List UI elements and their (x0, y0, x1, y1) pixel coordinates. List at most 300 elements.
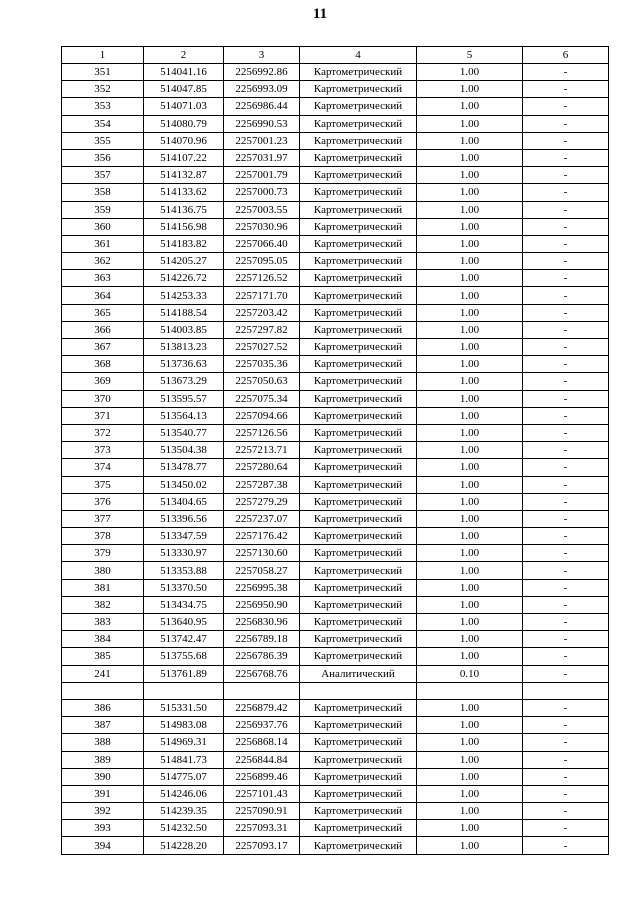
description-cell: - (523, 98, 609, 115)
method-cell: Картометрический (300, 390, 417, 407)
method-cell: Картометрический (300, 218, 417, 235)
x-coordinate-cell: 514003.85 (144, 321, 224, 338)
description-cell: - (523, 717, 609, 734)
table-row (62, 115, 609, 132)
description-cell: - (523, 596, 609, 613)
table-row (62, 184, 609, 201)
x-coordinate-cell: 513396.56 (144, 510, 224, 527)
x-coordinate-cell: 513673.29 (144, 373, 224, 390)
method-cell: Картометрический (300, 407, 417, 424)
table-row (62, 562, 609, 579)
method-cell: Картометрический (300, 98, 417, 115)
table-row (62, 751, 609, 768)
header-row (62, 47, 609, 64)
x-coordinate-cell: 514188.54 (144, 304, 224, 321)
table-row (62, 253, 609, 270)
table-row (62, 390, 609, 407)
table-row (62, 167, 609, 184)
method-cell: Картометрический (300, 785, 417, 802)
y-coordinate-cell: 2257001.79 (224, 167, 300, 184)
table-row (62, 321, 609, 338)
x-coordinate-cell: 513404.65 (144, 493, 224, 510)
point-number-cell: 355 (62, 132, 144, 149)
description-cell: - (523, 167, 609, 184)
x-coordinate-cell: 513450.02 (144, 476, 224, 493)
accuracy-cell: 1.00 (417, 149, 523, 166)
point-number-cell: 389 (62, 751, 144, 768)
table-row (62, 459, 609, 476)
x-coordinate-cell: 514107.22 (144, 149, 224, 166)
description-cell: - (523, 356, 609, 373)
x-coordinate-cell: 514136.75 (144, 201, 224, 218)
y-coordinate-cell: 2257001.23 (224, 132, 300, 149)
method-cell: Картометрический (300, 734, 417, 751)
accuracy-cell: 1.00 (417, 321, 523, 338)
description-cell: - (523, 287, 609, 304)
y-coordinate-cell: 2257203.42 (224, 304, 300, 321)
method-cell: Картометрический (300, 321, 417, 338)
y-coordinate-cell: 2256937.76 (224, 717, 300, 734)
y-coordinate-cell: 2256768.76 (224, 665, 300, 682)
table-row (62, 596, 609, 613)
point-number-cell: 381 (62, 579, 144, 596)
y-coordinate-cell: 2256789.18 (224, 631, 300, 648)
method-cell: Картометрический (300, 493, 417, 510)
x-coordinate-cell: 513353.88 (144, 562, 224, 579)
description-cell: - (523, 424, 609, 441)
x-coordinate-cell: 514071.03 (144, 98, 224, 115)
method-cell: Картометрический (300, 596, 417, 613)
description-cell: - (523, 373, 609, 390)
accuracy-cell: 1.00 (417, 768, 523, 785)
x-coordinate-cell: 514228.20 (144, 837, 224, 854)
table-row (62, 493, 609, 510)
accuracy-cell: 1.00 (417, 717, 523, 734)
x-coordinate-cell: 514775.07 (144, 768, 224, 785)
y-coordinate-cell: 2257027.52 (224, 339, 300, 356)
y-coordinate-cell: 2257101.43 (224, 785, 300, 802)
accuracy-cell: 1.00 (417, 235, 523, 252)
description-cell: - (523, 665, 609, 682)
table-row (62, 768, 609, 785)
accuracy-cell (417, 682, 523, 699)
method-cell: Аналитический (300, 665, 417, 682)
description-cell: - (523, 253, 609, 270)
description-cell: - (523, 235, 609, 252)
point-number-cell: 351 (62, 64, 144, 81)
column-header: 6 (523, 47, 609, 64)
table-row (62, 339, 609, 356)
x-coordinate-cell: 514205.27 (144, 253, 224, 270)
method-cell: Картометрический (300, 510, 417, 527)
y-coordinate-cell: 2257035.36 (224, 356, 300, 373)
description-cell: - (523, 545, 609, 562)
x-coordinate-cell: 514239.35 (144, 803, 224, 820)
method-cell: Картометрический (300, 167, 417, 184)
y-coordinate-cell: 2256990.53 (224, 115, 300, 132)
description-cell: - (523, 339, 609, 356)
table-row (62, 132, 609, 149)
point-number-cell: 387 (62, 717, 144, 734)
x-coordinate-cell: 513595.57 (144, 390, 224, 407)
method-cell: Картометрический (300, 149, 417, 166)
accuracy-cell: 1.00 (417, 803, 523, 820)
description-cell: - (523, 562, 609, 579)
table-row (62, 734, 609, 751)
accuracy-cell: 1.00 (417, 356, 523, 373)
description-cell: - (523, 820, 609, 837)
x-coordinate-cell: 513504.38 (144, 442, 224, 459)
description-cell: - (523, 407, 609, 424)
description-cell: - (523, 734, 609, 751)
y-coordinate-cell: 2257030.96 (224, 218, 300, 235)
method-cell: Картометрический (300, 270, 417, 287)
method-cell: Картометрический (300, 253, 417, 270)
point-number-cell: 385 (62, 648, 144, 665)
y-coordinate-cell: 2257213.71 (224, 442, 300, 459)
description-cell: - (523, 837, 609, 854)
table-row (62, 579, 609, 596)
table-row (62, 424, 609, 441)
point-number-cell: 369 (62, 373, 144, 390)
accuracy-cell: 1.00 (417, 648, 523, 665)
point-number-cell: 370 (62, 390, 144, 407)
accuracy-cell: 1.00 (417, 528, 523, 545)
description-cell: - (523, 579, 609, 596)
point-number-cell: 394 (62, 837, 144, 854)
table-row (62, 218, 609, 235)
method-cell: Картометрический (300, 751, 417, 768)
table-row (62, 373, 609, 390)
y-coordinate-cell: 2257093.31 (224, 820, 300, 837)
accuracy-cell: 1.00 (417, 167, 523, 184)
point-number-cell: 374 (62, 459, 144, 476)
y-coordinate-cell: 2256993.09 (224, 81, 300, 98)
y-coordinate-cell: 2257171.70 (224, 287, 300, 304)
column-header: 1 (62, 47, 144, 64)
y-coordinate-cell: 2257287.38 (224, 476, 300, 493)
x-coordinate-cell: 515331.50 (144, 699, 224, 716)
table-row (62, 356, 609, 373)
y-coordinate-cell: 2257126.56 (224, 424, 300, 441)
accuracy-cell: 1.00 (417, 562, 523, 579)
x-coordinate-cell: 513347.59 (144, 528, 224, 545)
accuracy-cell: 1.00 (417, 510, 523, 527)
description-cell: - (523, 510, 609, 527)
y-coordinate-cell: 2257297.82 (224, 321, 300, 338)
table-body (62, 64, 609, 855)
method-cell: Картометрический (300, 356, 417, 373)
page-number: 11 (312, 6, 328, 22)
accuracy-cell: 1.00 (417, 751, 523, 768)
point-number-cell: 367 (62, 339, 144, 356)
description-cell: - (523, 321, 609, 338)
accuracy-cell: 1.00 (417, 218, 523, 235)
table-row (62, 510, 609, 527)
x-coordinate-cell: 514047.85 (144, 81, 224, 98)
accuracy-cell: 1.00 (417, 476, 523, 493)
description-cell: - (523, 631, 609, 648)
y-coordinate-cell: 2257095.05 (224, 253, 300, 270)
accuracy-cell: 1.00 (417, 459, 523, 476)
method-cell: Картометрический (300, 820, 417, 837)
x-coordinate-cell: 513370.50 (144, 579, 224, 596)
y-coordinate-cell: 2257130.60 (224, 545, 300, 562)
accuracy-cell: 1.00 (417, 579, 523, 596)
table-row (62, 442, 609, 459)
x-coordinate-cell: 514969.31 (144, 734, 224, 751)
y-coordinate-cell: 2257050.63 (224, 373, 300, 390)
description-cell (523, 682, 609, 699)
point-number-cell: 352 (62, 81, 144, 98)
point-number-cell: 382 (62, 596, 144, 613)
y-coordinate-cell: 2257176.42 (224, 528, 300, 545)
x-coordinate-cell: 514080.79 (144, 115, 224, 132)
method-cell: Картометрический (300, 699, 417, 716)
method-cell: Картометрический (300, 184, 417, 201)
point-number-cell: 360 (62, 218, 144, 235)
point-number-cell: 371 (62, 407, 144, 424)
y-coordinate-cell: 2256899.46 (224, 768, 300, 785)
accuracy-cell: 1.00 (417, 493, 523, 510)
point-number-cell: 364 (62, 287, 144, 304)
y-coordinate-cell: 2257093.17 (224, 837, 300, 854)
method-cell: Картометрический (300, 115, 417, 132)
x-coordinate-cell: 514232.50 (144, 820, 224, 837)
description-cell: - (523, 201, 609, 218)
point-number-cell: 384 (62, 631, 144, 648)
method-cell: Картометрический (300, 528, 417, 545)
table-row (62, 149, 609, 166)
point-number-cell: 388 (62, 734, 144, 751)
table-row (62, 64, 609, 81)
method-cell: Картометрический (300, 304, 417, 321)
accuracy-cell: 1.00 (417, 184, 523, 201)
y-coordinate-cell: 2256995.38 (224, 579, 300, 596)
point-number-cell: 386 (62, 699, 144, 716)
column-header: 4 (300, 47, 417, 64)
accuracy-cell: 1.00 (417, 115, 523, 132)
description-cell: - (523, 699, 609, 716)
y-coordinate-cell (224, 682, 300, 699)
point-number-cell: 373 (62, 442, 144, 459)
table-row (62, 682, 609, 699)
y-coordinate-cell: 2256830.96 (224, 614, 300, 631)
x-coordinate-cell: 513330.97 (144, 545, 224, 562)
point-number-cell: 380 (62, 562, 144, 579)
method-cell: Картометрический (300, 64, 417, 81)
y-coordinate-cell: 2256786.39 (224, 648, 300, 665)
x-coordinate-cell: 514041.16 (144, 64, 224, 81)
y-coordinate-cell: 2257280.64 (224, 459, 300, 476)
point-number-cell: 383 (62, 614, 144, 631)
description-cell: - (523, 459, 609, 476)
column-header: 2 (144, 47, 224, 64)
x-coordinate-cell: 513742.47 (144, 631, 224, 648)
method-cell: Картометрический (300, 648, 417, 665)
accuracy-cell: 1.00 (417, 287, 523, 304)
x-coordinate-cell: 514253.33 (144, 287, 224, 304)
accuracy-cell: 1.00 (417, 734, 523, 751)
method-cell: Картометрический (300, 562, 417, 579)
point-number-cell: 359 (62, 201, 144, 218)
accuracy-cell: 1.00 (417, 64, 523, 81)
accuracy-cell: 1.00 (417, 373, 523, 390)
y-coordinate-cell: 2257090.91 (224, 803, 300, 820)
method-cell: Картометрический (300, 476, 417, 493)
accuracy-cell: 1.00 (417, 339, 523, 356)
description-cell: - (523, 81, 609, 98)
x-coordinate-cell (144, 682, 224, 699)
method-cell: Картометрический (300, 81, 417, 98)
table-row (62, 837, 609, 854)
method-cell: Картометрический (300, 768, 417, 785)
point-number-cell: 393 (62, 820, 144, 837)
point-number-cell: 368 (62, 356, 144, 373)
table-row (62, 648, 609, 665)
description-cell: - (523, 149, 609, 166)
method-cell: Картометрический (300, 235, 417, 252)
y-coordinate-cell: 2257031.97 (224, 149, 300, 166)
x-coordinate-cell: 514133.62 (144, 184, 224, 201)
y-coordinate-cell: 2257000.73 (224, 184, 300, 201)
accuracy-cell: 1.00 (417, 820, 523, 837)
accuracy-cell: 1.00 (417, 699, 523, 716)
y-coordinate-cell: 2257066.40 (224, 235, 300, 252)
accuracy-cell: 1.00 (417, 442, 523, 459)
method-cell: Картометрический (300, 459, 417, 476)
point-number-cell: 358 (62, 184, 144, 201)
point-number-cell: 377 (62, 510, 144, 527)
point-number-cell: 378 (62, 528, 144, 545)
accuracy-cell: 1.00 (417, 81, 523, 98)
method-cell: Картометрический (300, 132, 417, 149)
accuracy-cell: 1.00 (417, 424, 523, 441)
description-cell: - (523, 184, 609, 201)
description-cell: - (523, 390, 609, 407)
accuracy-cell: 1.00 (417, 132, 523, 149)
description-cell: - (523, 648, 609, 665)
table-row (62, 785, 609, 802)
table-header (62, 47, 609, 64)
x-coordinate-cell: 514132.87 (144, 167, 224, 184)
point-number-cell: 354 (62, 115, 144, 132)
method-cell: Картометрический (300, 373, 417, 390)
method-cell: Картометрический (300, 442, 417, 459)
accuracy-cell: 1.00 (417, 785, 523, 802)
point-number-cell: 392 (62, 803, 144, 820)
column-header: 5 (417, 47, 523, 64)
method-cell: Картометрический (300, 614, 417, 631)
table-row (62, 545, 609, 562)
x-coordinate-cell: 513564.13 (144, 407, 224, 424)
point-number-cell: 365 (62, 304, 144, 321)
x-coordinate-cell: 514183.82 (144, 235, 224, 252)
table-row (62, 235, 609, 252)
x-coordinate-cell: 513640.95 (144, 614, 224, 631)
description-cell: - (523, 218, 609, 235)
x-coordinate-cell: 513736.63 (144, 356, 224, 373)
description-cell: - (523, 442, 609, 459)
description-cell: - (523, 476, 609, 493)
table-row (62, 304, 609, 321)
x-coordinate-cell: 514246.06 (144, 785, 224, 802)
method-cell (300, 682, 417, 699)
point-number-cell: 375 (62, 476, 144, 493)
table-row (62, 717, 609, 734)
x-coordinate-cell: 513434.75 (144, 596, 224, 613)
accuracy-cell: 1.00 (417, 407, 523, 424)
point-number-cell: 361 (62, 235, 144, 252)
point-number-cell: 356 (62, 149, 144, 166)
x-coordinate-cell: 514841.73 (144, 751, 224, 768)
x-coordinate-cell: 513761.89 (144, 665, 224, 682)
method-cell: Картометрический (300, 837, 417, 854)
y-coordinate-cell: 2257279.29 (224, 493, 300, 510)
point-number-cell: 372 (62, 424, 144, 441)
accuracy-cell: 1.00 (417, 614, 523, 631)
y-coordinate-cell: 2256986.44 (224, 98, 300, 115)
table-row (62, 699, 609, 716)
point-number-cell: 376 (62, 493, 144, 510)
x-coordinate-cell: 513755.68 (144, 648, 224, 665)
description-cell: - (523, 270, 609, 287)
accuracy-cell: 0.10 (417, 665, 523, 682)
method-cell: Картометрический (300, 424, 417, 441)
table-row (62, 528, 609, 545)
description-cell: - (523, 304, 609, 321)
table-row (62, 803, 609, 820)
description-cell: - (523, 803, 609, 820)
point-number-cell: 366 (62, 321, 144, 338)
x-coordinate-cell: 514156.98 (144, 218, 224, 235)
accuracy-cell: 1.00 (417, 596, 523, 613)
accuracy-cell: 1.00 (417, 837, 523, 854)
table-row (62, 407, 609, 424)
description-cell: - (523, 132, 609, 149)
point-number-cell (62, 682, 144, 699)
y-coordinate-cell: 2257094.66 (224, 407, 300, 424)
method-cell: Картометрический (300, 803, 417, 820)
column-header: 3 (224, 47, 300, 64)
method-cell: Картометрический (300, 631, 417, 648)
point-number-cell: 390 (62, 768, 144, 785)
point-number-cell: 379 (62, 545, 144, 562)
accuracy-cell: 1.00 (417, 201, 523, 218)
x-coordinate-cell: 513540.77 (144, 424, 224, 441)
table-row (62, 665, 609, 682)
description-cell: - (523, 493, 609, 510)
method-cell: Картометрический (300, 717, 417, 734)
point-number-cell: 241 (62, 665, 144, 682)
accuracy-cell: 1.00 (417, 270, 523, 287)
description-cell: - (523, 115, 609, 132)
table-row (62, 476, 609, 493)
description-cell: - (523, 768, 609, 785)
description-cell: - (523, 614, 609, 631)
accuracy-cell: 1.00 (417, 253, 523, 270)
method-cell: Картометрический (300, 545, 417, 562)
x-coordinate-cell: 514226.72 (144, 270, 224, 287)
y-coordinate-cell: 2256992.86 (224, 64, 300, 81)
table-row (62, 820, 609, 837)
method-cell: Картометрический (300, 287, 417, 304)
table-row (62, 270, 609, 287)
y-coordinate-cell: 2257126.52 (224, 270, 300, 287)
accuracy-cell: 1.00 (417, 390, 523, 407)
point-number-cell: 363 (62, 270, 144, 287)
table-row (62, 81, 609, 98)
